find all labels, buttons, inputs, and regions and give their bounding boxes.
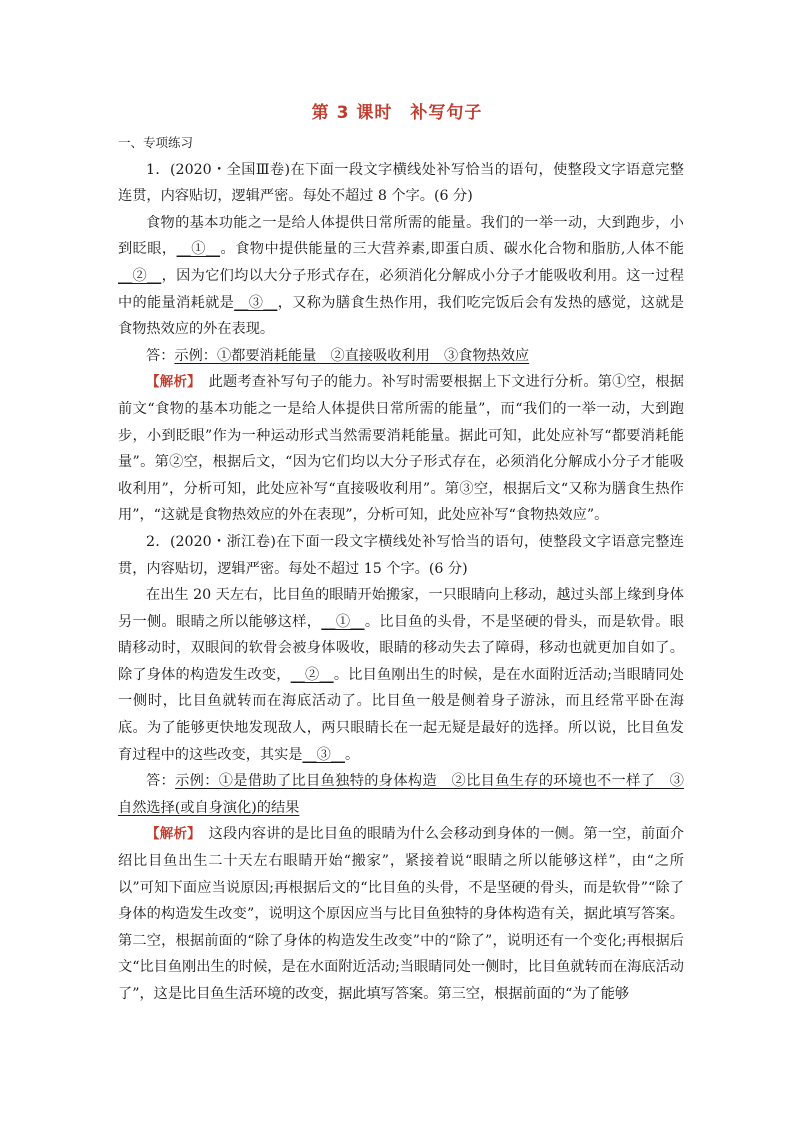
q1-analysis-text: 此题考查补写句子的能力。补写时需要根据上下文进行分析。第①空，根据前文“食物的基本功能之一是给人体提供日常所需的能量”，而“我们的一举一动，大到跑步，小到眨眼”作为一种运动形式当然需要消耗能量。据此可知，此处应补写“都要消耗能量”。第②空，根据后文，“因为它们均以大分子形式存在，必须消化分解成小分子才能吸收利用”，分析可知，此处应补写“直接吸收利用”。第③空，根据后文“又称为膳食生热作用”，“这就是食物热效应的外在表现”，分析可知，此处应补写“食物热效应”。 [118, 374, 684, 524]
q1-blank-2: __②__ [118, 267, 162, 284]
q1-passage-part-c: ，因为它们均以大分子形式存在，必须消化分解成小分子才能吸收利用。这一过程中的能量消耗就是 [118, 267, 684, 311]
q1-answer-text: 示例：①都要消耗能量 ②直接吸收利用 ③食物热效应 [174, 347, 530, 364]
q2-passage-part-d: 。 [345, 746, 360, 763]
q2-analysis-tag: 【解析】 [146, 826, 195, 843]
question-1-analysis [118, 369, 684, 529]
q1-answer-label: 答： [146, 347, 175, 364]
q2-answer-text: 示例：①是借助了比目鱼独特的身体构造 ②比目鱼生存的环境也不一样了 ③自然选择(或自身演化)的结果 [118, 773, 684, 816]
q2-answer-label: 答： [146, 773, 176, 790]
q1-analysis-tag: 【解析】 [146, 374, 195, 391]
question-1-passage [118, 210, 684, 343]
q2-passage-part-a: 在出生 20 天左右，比目鱼的眼睛开始搬家，一只眼睛向上移动，越过头部上缘到身体另一侧。眼睛之所以能够这样， [118, 587, 684, 630]
q1-blank-3: __③__ [234, 294, 278, 311]
q1-blank-1: __①__ [176, 241, 221, 258]
document-body [118, 130, 684, 1008]
page-title: 第 3 课时 补写句子 [311, 103, 483, 123]
q1-passage-part-b: 。食物中提供能量的三大营养素,即蛋白质、碳水化合物和脂肪,人体不能 [220, 241, 684, 258]
question-2-stem: 2．(2020・浙江卷)在下面一段文字横线处补写恰当的语句，使整段文字语意完整连贯，内容贴切，逻辑严密。每处不超过 15 个字。(6 分) [118, 533, 684, 577]
question-1-answer [118, 343, 684, 370]
q2-blank-3: __③__ [302, 746, 346, 763]
question-2-passage [118, 582, 684, 768]
q2-passage-part-c: 。比目鱼刚出生的时候，是在水面附近活动;当眼睛同处一侧时，比目鱼就转而在海底活动了。比目鱼一般是侧着身子游泳，而且经常平卧在海底。为了能够更快地发现敌人，两只眼睛长在一起无疑是最好的选择。所以说，比目鱼发育过程中的这些改变，其实是 [118, 666, 684, 763]
q2-blank-2: __②__ [290, 666, 334, 683]
question-2-answer [118, 768, 684, 821]
q2-passage-part-b: 。比目鱼的头骨，不是坚硬的骨头，而是软骨。眼睛移动时，双眼间的软骨会被身体吸收，眼睛的移动失去了障碍，移动也就更加自如了。除了身体的构造发生改变， [118, 613, 684, 683]
q1-passage-part-d: ，又称为膳食生热作用，我们吃完饭后会有发热的感觉，这就是食物热效应的外在表现。 [118, 294, 684, 338]
question-1-stem: 1．(2020・全国Ⅲ卷)在下面一段文字横线处补写恰当的语句，使整段文字语意完整连贯，内容贴切，逻辑严密。每处不超过 8 个字。(6 分) [118, 161, 684, 205]
q2-analysis-text: 这段内容讲的是比目鱼的眼睛为什么会移动到身体的一侧。第一空，前面介绍比目鱼出生二十天左右眼睛开始“搬家”，紧接着说“眼睛之所以能够这样”，由“之所以”可知下面应当说原因;再根据后文的“比目鱼的头骨，不是坚硬的骨头，而是软骨”“除了身体的构造发生改变”，说明这个原因应当与比目鱼独特的身体构造有关，据此填写答案。第二空，根据前面的“除了身体的构造发生改变”中的“除了”，说明还有一个变化;再根据后文“比目鱼刚出生的时候，是在水面附近活动;当眼睛同处一侧时，比目鱼就转而在海底活动了”，这是比目鱼生活环境的改变，据此填写答案。第三空，根据前面的“为了能够 [118, 826, 684, 1002]
q2-blank-1: __①__ [321, 613, 365, 630]
question-2-analysis [118, 821, 684, 1007]
q1-passage-part-a: 食物的基本功能之一是给人体提供日常所需的能量。我们的一举一动，大到跑步，小到眨眼， [118, 214, 684, 258]
section-heading: 一、专项练习 [118, 135, 194, 150]
